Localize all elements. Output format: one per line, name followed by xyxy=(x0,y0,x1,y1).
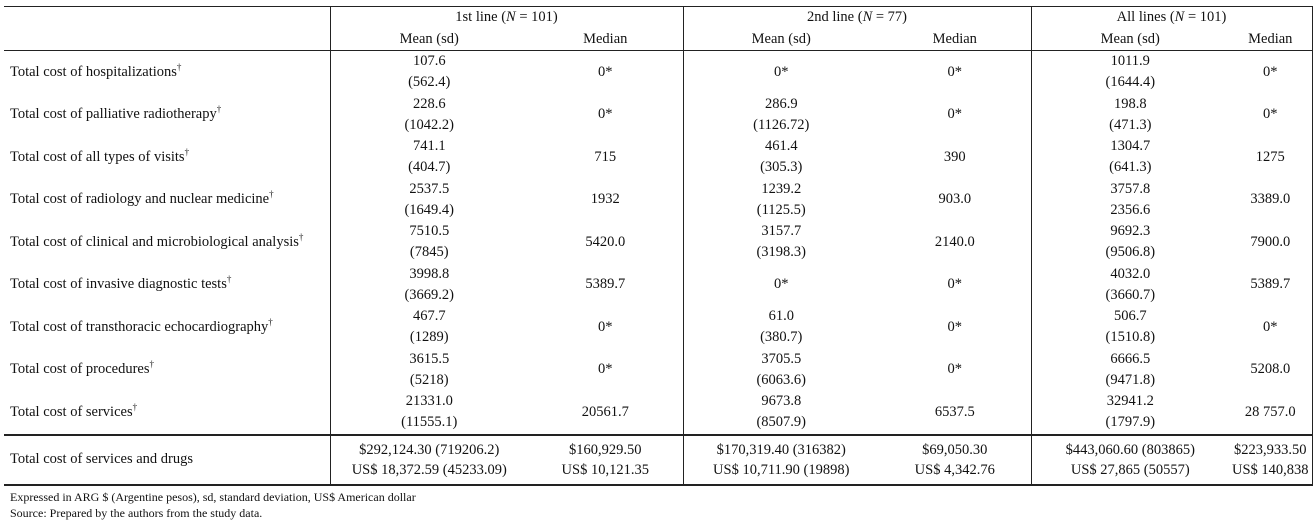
value-usd: US$ 4,342.76 xyxy=(914,461,995,478)
mean-value: 0* xyxy=(774,276,789,293)
cell-all-lines-mean xyxy=(1031,349,1229,392)
table-row xyxy=(4,94,1312,137)
sd-value: (1649.4) xyxy=(404,201,455,218)
cell-all-lines-mean xyxy=(1031,391,1229,435)
value-usd: US$ 18,372.59 (45233.09) xyxy=(351,461,507,478)
dagger-footnote-mark: † xyxy=(269,189,274,200)
sd-value: (1289) xyxy=(409,329,449,346)
sd-value: (8507.9) xyxy=(756,414,807,431)
cell-1st-line-median xyxy=(528,435,683,485)
header-median: Median xyxy=(528,28,683,51)
sd-value: (1797.9) xyxy=(1105,414,1156,431)
cell-1st-line-median: 0* xyxy=(598,106,613,123)
header-group-row xyxy=(4,7,1312,29)
cell-1st-line-mean xyxy=(330,349,528,392)
row-label-text: Total cost of procedures xyxy=(10,361,150,378)
sd-value: (7845) xyxy=(409,244,449,261)
header-median: Median xyxy=(879,28,1031,51)
cell-2nd-line-median: 2140.0 xyxy=(934,233,975,250)
cell-1st-line-mean xyxy=(330,136,528,179)
row-label xyxy=(4,264,330,307)
mean-value: 32941.2 xyxy=(1106,393,1154,410)
sd-value: (562.4) xyxy=(408,74,451,91)
row-label xyxy=(4,306,330,349)
dagger-footnote-mark: † xyxy=(298,231,304,242)
mean-value: 506.7 xyxy=(1113,308,1147,325)
cell-2nd-line-median: 903.0 xyxy=(938,191,972,208)
cell-1st-line-median: 20561.7 xyxy=(581,403,629,420)
cell-1st-line-mean xyxy=(330,221,528,264)
sd-value: (305.3) xyxy=(760,159,803,176)
row-label-text: Total cost of hospitalizations xyxy=(10,63,177,80)
row-label-text: Total cost of palliative radiotherapy xyxy=(10,106,217,123)
cell-1st-line-median: 5420.0 xyxy=(585,233,626,250)
mean-value: 3757.8 xyxy=(1110,180,1151,197)
row-label-text: Total cost of clinical and microbiological analysis xyxy=(10,233,299,250)
cell-all-lines-median: 3389.0 xyxy=(1229,179,1312,222)
header-stat-row xyxy=(4,28,1312,51)
sd-value: (9471.8) xyxy=(1105,371,1156,388)
row-label xyxy=(4,94,330,137)
cell-all-lines-mean xyxy=(1031,221,1229,264)
cell-2nd-line-median: 0* xyxy=(947,276,962,293)
header-group-1st-line: 1st line (N = 101) xyxy=(330,7,683,29)
source-note: Source: Prepared by the authors from the study data. xyxy=(10,506,263,520)
mean-value: 3157.7 xyxy=(761,223,802,240)
sd-value: (641.3) xyxy=(1109,159,1152,176)
cell-1st-line-median: 5389.7 xyxy=(585,276,626,293)
row-label xyxy=(4,51,330,94)
cell-all-lines-median: 5208.0 xyxy=(1229,349,1312,392)
cell-all-lines-median: 5389.7 xyxy=(1229,264,1312,307)
value-usd: US$ 10,121.35 xyxy=(561,461,649,478)
table-row xyxy=(4,349,1312,392)
cell-2nd-line-mean xyxy=(683,391,879,435)
mean-value: 6666.5 xyxy=(1110,350,1151,367)
cell-2nd-line-mean xyxy=(683,136,879,179)
header-mean-sd: Mean (sd) xyxy=(683,28,879,51)
cell-1st-line-median: 715 xyxy=(594,148,617,165)
value-ars: $69,050.30 xyxy=(922,441,988,458)
cell-all-lines-median: 28 757.0 xyxy=(1229,391,1312,435)
mean-value: 286.9 xyxy=(764,95,798,112)
sd-value: (1510.8) xyxy=(1105,329,1156,346)
cell-all-lines-mean xyxy=(1031,136,1229,179)
table-row xyxy=(4,179,1312,222)
sd-value: (11555.1) xyxy=(401,414,458,431)
total-services-drugs-row xyxy=(4,435,1312,485)
mean-value: 9673.8 xyxy=(761,393,802,410)
dagger-footnote-mark: † xyxy=(149,359,155,370)
row-label xyxy=(4,136,330,179)
cell-2nd-line-mean xyxy=(683,349,879,392)
mean-value: 461.4 xyxy=(764,138,798,155)
value-ars: $223,933.50 xyxy=(1234,441,1307,458)
cell-all-lines-mean xyxy=(1031,435,1229,485)
cell-all-lines-mean xyxy=(1031,306,1229,349)
row-label xyxy=(4,179,330,222)
sd-value: (3198.3) xyxy=(756,244,807,261)
cell-all-lines-mean xyxy=(1031,264,1229,307)
cell-2nd-line-mean xyxy=(683,435,879,485)
sd-value: (380.7) xyxy=(760,329,803,346)
cell-1st-line-mean xyxy=(330,179,528,222)
cell-1st-line-median: 0* xyxy=(598,63,613,80)
cell-1st-line-mean xyxy=(330,51,528,94)
cell-2nd-line-median: 0* xyxy=(947,318,962,335)
cell-2nd-line-median: 0* xyxy=(947,63,962,80)
cell-2nd-line-mean xyxy=(683,306,879,349)
cell-1st-line-mean xyxy=(330,391,528,435)
cell-all-lines-median: 7900.0 xyxy=(1229,221,1312,264)
row-label-text: Total cost of services xyxy=(10,403,133,420)
cell-all-lines-mean xyxy=(1031,94,1229,137)
cell-2nd-line-mean xyxy=(683,179,879,222)
header-mean-sd: Mean (sd) xyxy=(330,28,528,51)
mean-value: 3615.5 xyxy=(409,350,450,367)
row-label-text: Total cost of transthoracic echocardiography xyxy=(10,318,269,335)
row-label-text: Total cost of all types of visits xyxy=(10,148,185,165)
cell-2nd-line-median: 390 xyxy=(943,148,966,165)
table-row xyxy=(4,136,1312,179)
abbreviations-note: Expressed in ARG $ (Argentine pesos), sd, standard deviation, US$ American dollar xyxy=(10,490,416,504)
value-usd: US$ 27,865 (50557) xyxy=(1070,461,1190,478)
dagger-footnote-mark: † xyxy=(268,316,273,327)
cell-2nd-line-median: 0* xyxy=(947,361,962,378)
value-ars: $292,124.30 (719206.2) xyxy=(359,441,500,458)
cell-2nd-line-mean xyxy=(683,264,879,307)
header-empty-cell xyxy=(4,7,330,29)
cell-1st-line-mean xyxy=(330,264,528,307)
header-group-2nd-line: 2nd line (N = 77) xyxy=(683,7,1031,29)
sd-value: (6063.6) xyxy=(756,371,807,388)
sd-value: 2356.6 xyxy=(1110,201,1151,218)
mean-value: 3998.8 xyxy=(409,265,450,282)
value-ars: $160,929.50 xyxy=(569,441,642,458)
mean-value: 9692.3 xyxy=(1110,223,1151,240)
value-ars: $170,319.40 (316382) xyxy=(716,441,846,458)
mean-value: 1304.7 xyxy=(1110,138,1151,155)
sd-value: (404.7) xyxy=(408,159,451,176)
table-row xyxy=(4,221,1312,264)
cell-1st-line-mean xyxy=(330,306,528,349)
table-notes xyxy=(10,489,416,521)
row-label-text: Total cost of radiology and nuclear medicine xyxy=(10,191,270,208)
cell-2nd-line-median: 6537.5 xyxy=(934,403,975,420)
sd-value: (471.3) xyxy=(1109,116,1152,133)
mean-value: 7510.5 xyxy=(409,223,450,240)
row-label xyxy=(4,349,330,392)
cell-all-lines-median: 1275 xyxy=(1229,136,1312,179)
cell-all-lines-mean xyxy=(1031,51,1229,94)
mean-value: 467.7 xyxy=(412,308,446,325)
cell-all-lines-median: 0* xyxy=(1229,306,1312,349)
sd-value: (5218) xyxy=(409,371,449,388)
cell-1st-line-median: 1932 xyxy=(590,191,620,208)
value-usd: US$ 10,711.90 (19898) xyxy=(713,461,850,478)
row-label: Total cost of services and drugs xyxy=(4,435,330,485)
cell-all-lines-median xyxy=(1229,435,1312,485)
cell-2nd-line-median: 0* xyxy=(947,106,962,123)
header-empty-cell xyxy=(4,28,330,51)
value-ars: $443,060.60 (803865) xyxy=(1065,441,1195,458)
cell-all-lines-mean xyxy=(1031,179,1229,222)
mean-value: 107.6 xyxy=(412,53,446,70)
cell-all-lines-median: 0* xyxy=(1229,94,1312,137)
header-mean-sd: Mean (sd) xyxy=(1031,28,1229,51)
mean-value: 61.0 xyxy=(768,308,794,325)
cell-1st-line-mean xyxy=(330,94,528,137)
sd-value: (1644.4) xyxy=(1105,74,1156,91)
sd-value: (1042.2) xyxy=(404,116,455,133)
table-row xyxy=(4,391,1312,435)
mean-value: 1011.9 xyxy=(1110,53,1150,70)
table-row xyxy=(4,51,1312,94)
cost-table xyxy=(4,6,1313,486)
row-label xyxy=(4,391,330,435)
cell-2nd-line-mean xyxy=(683,94,879,137)
cell-2nd-line-mean xyxy=(683,221,879,264)
cell-all-lines-median: 0* xyxy=(1229,51,1312,94)
cell-1st-line-median: 0* xyxy=(598,318,613,335)
table-body xyxy=(4,51,1312,435)
dagger-footnote-mark: † xyxy=(226,274,232,285)
cell-2nd-line-mean xyxy=(683,51,879,94)
sd-value: (9506.8) xyxy=(1105,244,1156,261)
row-label xyxy=(4,221,330,264)
dagger-footnote-mark: † xyxy=(132,401,138,412)
table-row xyxy=(4,306,1312,349)
sd-value: (1126.72) xyxy=(753,116,810,133)
mean-value: 4032.0 xyxy=(1110,265,1151,282)
mean-value: 0* xyxy=(774,63,789,80)
mean-value: 741.1 xyxy=(412,138,446,155)
mean-value: 21331.0 xyxy=(405,393,453,410)
cell-2nd-line-median xyxy=(879,435,1031,485)
sd-value: (3669.2) xyxy=(404,286,455,303)
row-label-text: Total cost of invasive diagnostic tests xyxy=(10,276,227,293)
dagger-footnote-mark: † xyxy=(216,104,222,115)
table-row xyxy=(4,264,1312,307)
mean-value: 3705.5 xyxy=(761,350,802,367)
value-usd: US$ 140,838 xyxy=(1231,461,1309,478)
dagger-footnote-mark: † xyxy=(184,146,190,157)
dagger-footnote-mark: † xyxy=(176,61,182,72)
sd-value: (1125.5) xyxy=(756,201,806,218)
sd-value: (3660.7) xyxy=(1105,286,1156,303)
mean-value: 228.6 xyxy=(412,95,446,112)
cell-1st-line-median: 0* xyxy=(598,361,613,378)
mean-value: 1239.2 xyxy=(761,180,802,197)
cell-1st-line-mean xyxy=(330,435,528,485)
mean-value: 198.8 xyxy=(1113,95,1147,112)
header-group-all-lines: All lines (N = 101) xyxy=(1031,7,1312,29)
header-median: Median xyxy=(1229,28,1312,51)
mean-value: 2537.5 xyxy=(409,180,450,197)
